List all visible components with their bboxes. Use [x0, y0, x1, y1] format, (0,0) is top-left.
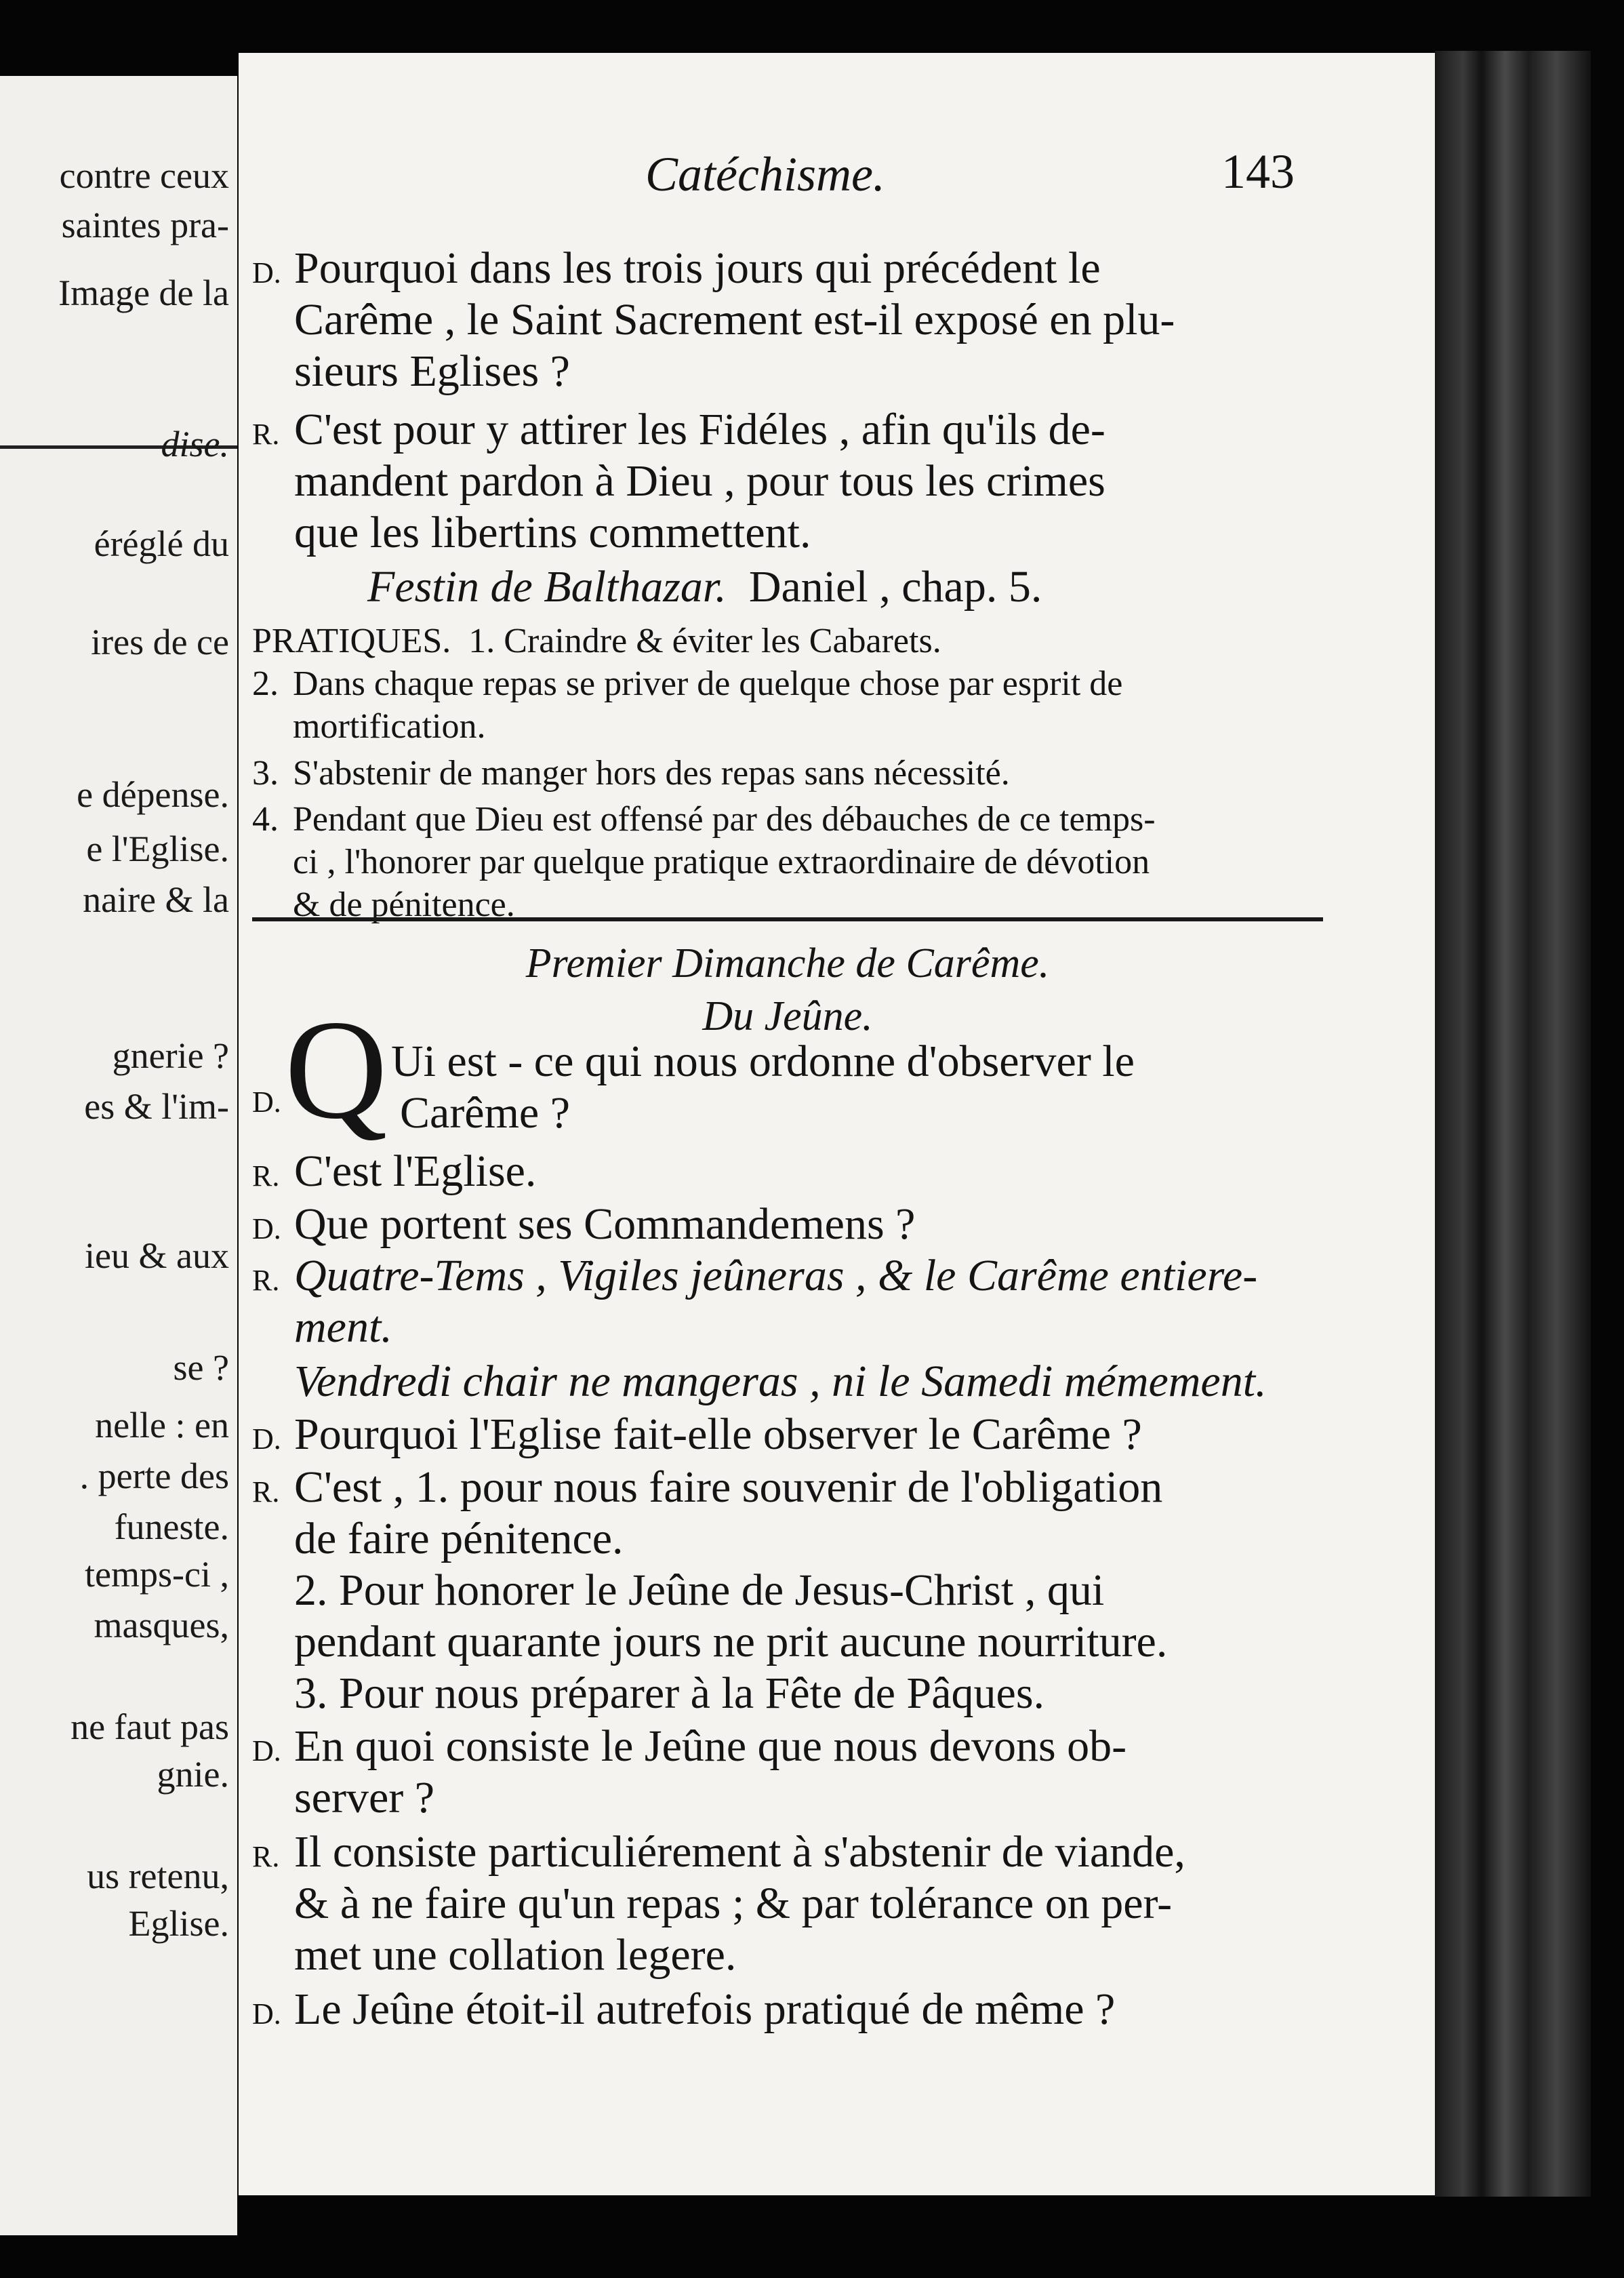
- question-line: [252, 1199, 1323, 1255]
- question-text: Pourquoi l'Eglise fait-elle observer le Carême ?: [294, 1410, 1142, 1459]
- question-text: Pourquoi dans les trois jours qui précédent le: [294, 243, 1101, 293]
- page-number: 143: [1221, 144, 1295, 199]
- left-page-line: ires de ce: [91, 622, 229, 662]
- item-number: 3.: [252, 754, 279, 793]
- answer-line: mandent pardon à Dieu , pour tous les crimes: [294, 456, 1105, 506]
- answer-line: [252, 1462, 1323, 1518]
- answer-line: 2. Pour honorer le Jeûne de Jesus-Christ , qui: [294, 1565, 1105, 1615]
- answer-line: met une collation legere.: [294, 1930, 737, 1980]
- item-text: S'abstenir de manger hors des repas sans nécessité.: [293, 754, 1010, 793]
- answer-mark-label: R.: [252, 418, 280, 451]
- answer-mark-label: R.: [252, 1159, 280, 1193]
- question-line: [252, 1984, 1323, 2040]
- question-mark-label: D.: [252, 256, 281, 289]
- section-title: Premier Dimanche de Carême.: [525, 940, 1050, 986]
- left-page-line: . perte des: [79, 1456, 229, 1496]
- left-page-line: es & l'im-: [84, 1086, 229, 1127]
- left-page-line: e dépense.: [77, 774, 229, 815]
- item-text: Craindre & éviter les Cabarets.: [504, 622, 941, 660]
- left-page-line: gnie.: [157, 1754, 229, 1795]
- running-head: Catéchisme.: [645, 147, 885, 201]
- left-page-line: saintes pra-: [61, 205, 229, 245]
- answer-text: C'est , 1. pour nous faire souvenir de l'obligation: [294, 1462, 1163, 1512]
- section-rule: [252, 917, 1323, 921]
- answer-line: ment.: [294, 1302, 392, 1352]
- answer-text: C'est pour y attirer les Fidéles , afin qu'ils de-: [294, 405, 1105, 454]
- pratiques-item-3: [252, 748, 1323, 799]
- question-line: Carême , le Saint Sacrement est-il exposé en plu-: [294, 295, 1175, 344]
- right-page: [239, 53, 1435, 2195]
- left-page-line: nelle : en: [95, 1405, 229, 1445]
- left-page-line: se ?: [173, 1347, 229, 1388]
- item-text: Pendant que Dieu est offensé par des débauches de ce temps-: [293, 800, 1156, 839]
- answer-line: 3. Pour nous préparer à la Fête de Pâques.: [294, 1668, 1045, 1718]
- question-mark-label: D.: [252, 1422, 281, 1456]
- item-number: 1.: [468, 622, 495, 660]
- question-text: Le Jeûne étoit-il autrefois pratiqué de même ?: [294, 1984, 1116, 2034]
- reference-chapter: Daniel , chap. 5.: [748, 562, 1042, 612]
- left-page-line: e l'Eglise.: [86, 828, 229, 869]
- question-text: Que portent ses Commandemens ?: [294, 1199, 916, 1249]
- left-page-line: funeste.: [114, 1506, 229, 1547]
- answer-text: Il consiste particuliérement à s'abstenir de viande,: [294, 1827, 1185, 1877]
- answer-mark-label: R.: [252, 1840, 280, 1873]
- question-mark-label: D.: [252, 1212, 281, 1245]
- question-line: Ui est - ce qui nous ordonne d'observer le: [391, 1037, 1135, 1086]
- answer-line: que les libertins commettent.: [294, 508, 811, 557]
- question-mark-label: D.: [252, 1734, 281, 1767]
- reference-title: Festin de Balthazar.: [367, 562, 727, 612]
- left-page-line: dise.: [161, 424, 229, 464]
- question-mark-label: D.: [252, 1085, 281, 1119]
- answer-line: de faire pénitence.: [294, 1514, 624, 1563]
- left-page-line: éréglé du: [94, 523, 229, 564]
- left-page-line: us retenu,: [87, 1856, 229, 1896]
- left-page-line: masques,: [94, 1605, 229, 1645]
- item-text: Dans chaque repas se priver de quelque chose par esprit de: [293, 664, 1123, 703]
- question-line: Carême ?: [400, 1088, 571, 1138]
- answer-line: [252, 1826, 1323, 1883]
- answer-mark-label: R.: [252, 1264, 280, 1297]
- left-page: [0, 76, 237, 2235]
- answer-line: pendant quarante jours ne prit aucune nourriture.: [294, 1617, 1168, 1666]
- left-page-line: temps-ci ,: [85, 1554, 229, 1595]
- question-line: server ?: [294, 1773, 435, 1822]
- verse-line: Vendredi chair ne mangeras , ni le Samedi mémement.: [294, 1357, 1267, 1406]
- left-page-line: ne faut pas: [70, 1706, 229, 1747]
- answer-line: [252, 1250, 1323, 1306]
- question-text: En quoi consiste le Jeûne que nous devons ob-: [294, 1721, 1127, 1771]
- section-subtitle: Du Jeûne.: [702, 993, 873, 1039]
- question-line: [252, 1721, 1323, 1777]
- answer-line: [252, 1146, 1323, 1202]
- left-page-line: gnerie ?: [112, 1035, 229, 1076]
- left-page-line: ieu & aux: [85, 1235, 229, 1276]
- question-line: sieurs Eglises ?: [294, 346, 570, 396]
- left-page-line: Image de la: [58, 273, 229, 313]
- book-fore-edge: [1435, 51, 1591, 2197]
- item-text: & de pénitence.: [293, 885, 515, 924]
- question-line: [252, 243, 1323, 299]
- answer-line: & à ne faire qu'un repas ; & par tolérance on per-: [294, 1879, 1173, 1928]
- item-text: ci , l'honorer par quelque pratique extraordinaire de dévotion: [293, 843, 1150, 881]
- pratiques-heading: PRATIQUES.: [252, 622, 451, 660]
- answer-mark-label: R.: [252, 1475, 280, 1508]
- item-number: 2.: [252, 664, 279, 703]
- answer-line: [252, 404, 1323, 460]
- answer-text: C'est l'Eglise.: [294, 1146, 537, 1196]
- question-mark-label: D.: [252, 1997, 281, 2031]
- drop-cap: Q: [285, 991, 388, 1148]
- scripture-reference: [367, 561, 1438, 613]
- left-page-line: naire & la: [83, 879, 229, 920]
- item-number: 4.: [252, 800, 279, 839]
- answer-text: Quatre-Tems , Vigiles jeûneras , & le Carême entiere-: [294, 1251, 1258, 1300]
- left-page-line: contre ceux: [59, 155, 229, 196]
- left-page-line: Eglise.: [128, 1903, 229, 1944]
- question-line: [252, 1409, 1323, 1465]
- item-text: mortification.: [293, 707, 486, 746]
